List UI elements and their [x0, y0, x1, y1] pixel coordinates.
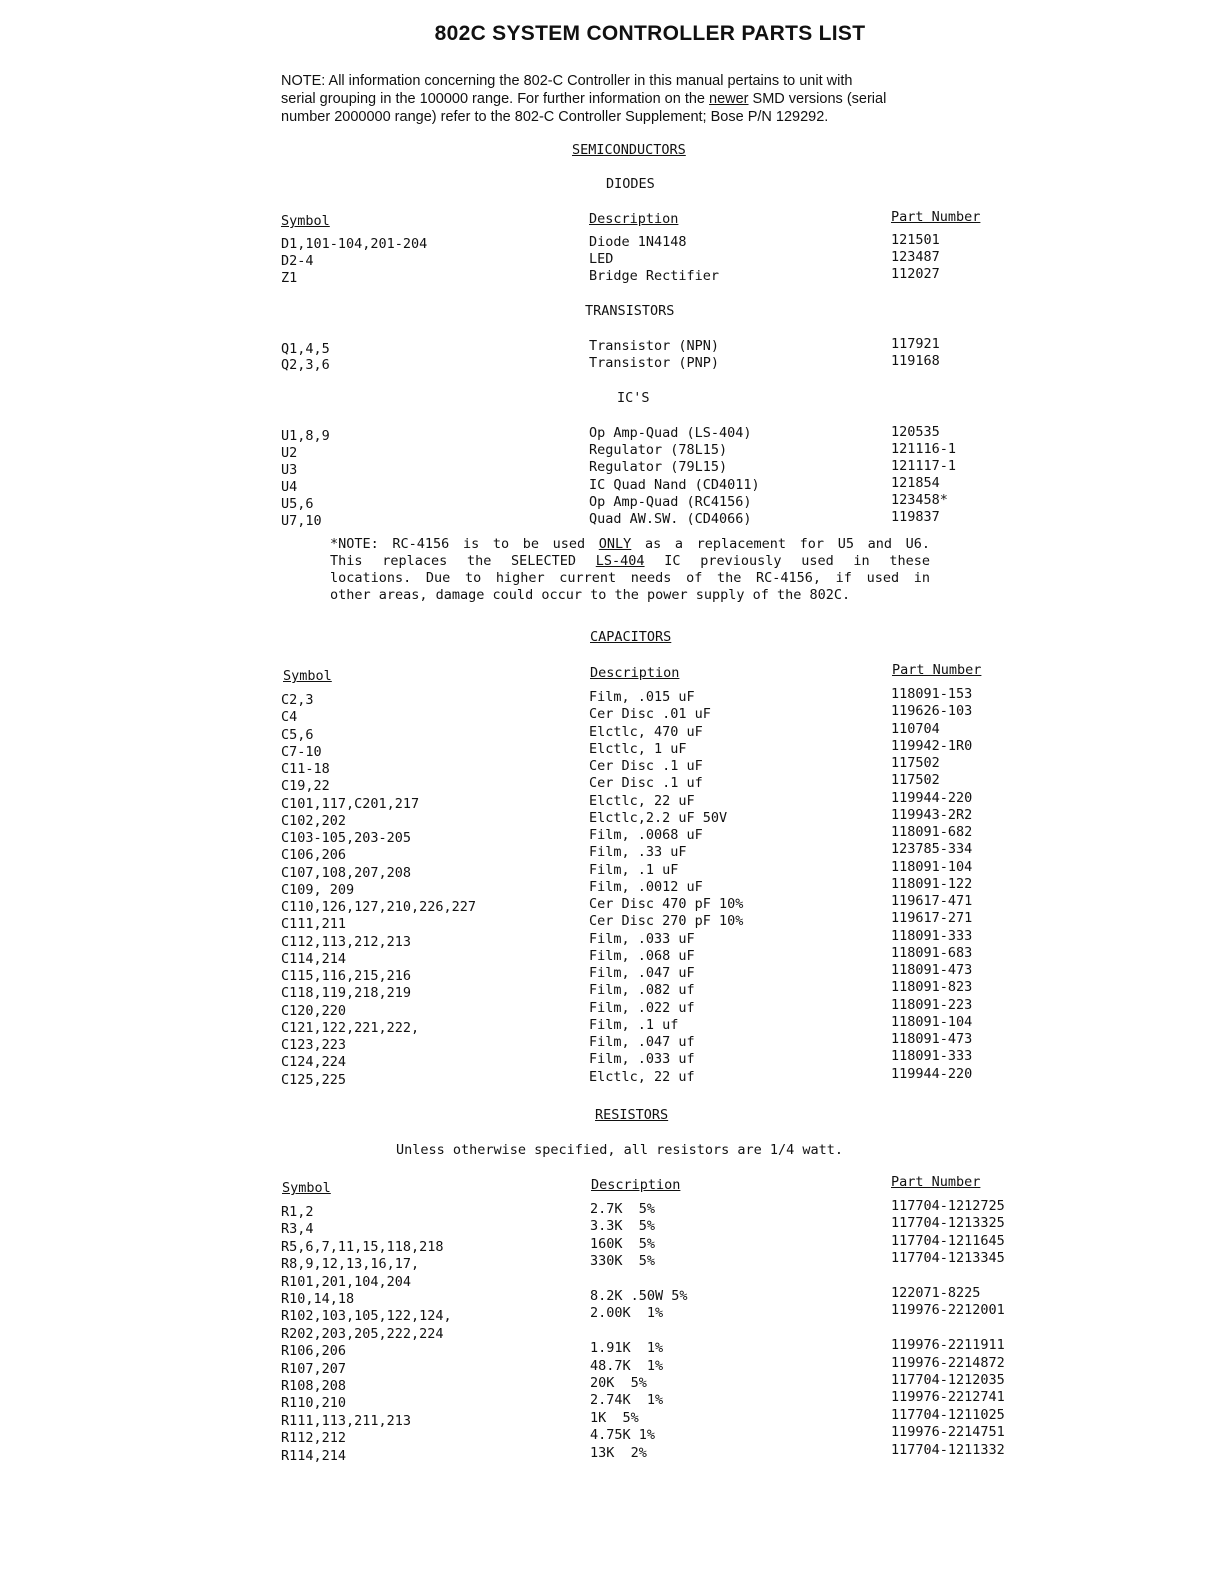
ic-part: 121116-1: [891, 441, 957, 457]
ic-symbol: U1,8,9: [281, 428, 330, 444]
rc4156-note: [330, 536, 930, 604]
ics-heading: IC'S: [617, 390, 650, 406]
transistor-part: 119168: [891, 353, 940, 369]
cap-description-header: Description: [590, 665, 680, 681]
capacitor-description: Cer Disc .1 uF: [589, 758, 703, 774]
capacitor-symbol: C4: [281, 709, 298, 726]
resistor-symbol: R107,207: [281, 1360, 347, 1377]
resistor-part: 117704-1211332: [891, 1441, 1005, 1458]
capacitor-symbol: C7-10: [281, 743, 322, 760]
diode-symbol: Z1: [281, 270, 298, 286]
capacitor-part: 118091-473: [891, 962, 973, 978]
ic-description: Op Amp-Quad (LS-404): [589, 425, 752, 441]
capacitor-symbol: C125,225: [281, 1071, 347, 1088]
capacitor-symbol: C112,113,212,213: [281, 933, 412, 950]
intro-note-line-2-b: SMD versions (serial: [748, 91, 887, 107]
capacitor-part: 119943-2R2: [891, 806, 973, 823]
diode-description: Diode 1N4148: [589, 234, 687, 250]
capacitor-description: Film, .082 uf: [589, 982, 695, 999]
capacitor-symbol: C103-105,203-205: [281, 830, 412, 846]
resistor-description: 160K 5%: [590, 1235, 656, 1252]
capacitor-symbol: C123,223: [281, 1037, 347, 1053]
diode-description: LED: [589, 251, 614, 267]
capacitor-part: 118091-683: [891, 944, 973, 961]
capacitor-part: 119944-220: [891, 789, 973, 806]
capacitor-part: 118091-223: [891, 996, 973, 1013]
semi-part-number-header: Part Number: [891, 209, 981, 225]
resistor-description: 1.91K 1%: [590, 1340, 664, 1357]
capacitor-symbol: C102,202: [281, 812, 347, 829]
rc4156-note-line: [330, 536, 930, 553]
transistors-heading: TRANSISTORS: [585, 303, 675, 319]
resistor-description: 20K 5%: [590, 1375, 647, 1391]
rc4156-note-text: *NOTE: RC-4156 is to be used: [330, 536, 599, 552]
page-title: 802C SYSTEM CONTROLLER PARTS LIST: [434, 22, 866, 45]
capacitor-part: 118091-104: [891, 1013, 973, 1030]
capacitor-symbol: C106,206: [281, 847, 347, 864]
transistor-description: Transistor (NPN): [589, 338, 720, 354]
rc4156-note-text: IC previously used in these: [644, 553, 931, 569]
cap-symbol-header: Symbol: [283, 668, 332, 684]
ic-part: 123458*: [891, 492, 948, 508]
resistor-part: 119976-2214751: [891, 1424, 1005, 1441]
capacitor-description: Cer Disc 270 pF 10%: [589, 913, 744, 930]
ic-part: 120535: [891, 424, 940, 440]
ic-symbol: U2: [281, 445, 298, 461]
cap-part-number-header: Part Number: [892, 662, 982, 678]
ic-description: IC Quad Nand (CD4011): [589, 477, 760, 493]
capacitor-description: Cer Disc .1 uf: [589, 775, 703, 792]
capacitor-description: Elctlc, 22 uf: [589, 1068, 695, 1085]
rc4156-note-line: [330, 553, 930, 570]
capacitor-description: Film, .047 uF: [589, 965, 695, 981]
capacitor-symbol: C2,3: [281, 692, 314, 708]
resistor-symbol: R110,210: [281, 1395, 347, 1412]
intro-note-line-3: number 2000000 range) refer to the 802-C Controller Supplement; Bose P/N 129292.: [281, 109, 829, 125]
capacitor-description: Elctlc, 470 uF: [589, 723, 703, 740]
capacitor-symbol: C107,108,207,208: [281, 864, 412, 881]
rc4156-note-line: locations. Due to higher current needs of the RC-4156, if used in: [330, 570, 930, 586]
capacitor-symbol: C120,220: [281, 1002, 347, 1019]
resistor-symbol: R3,4: [281, 1221, 314, 1238]
capacitor-symbol: C5,6: [281, 726, 314, 743]
capacitor-symbol: C101,117,C201,217: [281, 795, 420, 812]
capacitor-description: Film, .068 uF: [589, 947, 695, 964]
ic-symbol: U7,10: [281, 513, 322, 529]
res-part-number-header: Part Number: [891, 1174, 981, 1190]
capacitor-symbol: C110,126,127,210,226,227: [281, 899, 477, 915]
resistor-part: 117704-1211025: [891, 1406, 1005, 1423]
capacitor-description: Film, .0068 uF: [589, 827, 703, 843]
res-description-header: Description: [591, 1177, 681, 1193]
intro-note: [281, 72, 1001, 126]
capacitor-symbol: C19,22: [281, 778, 330, 795]
diode-symbol: D1,101-104,201-204: [281, 236, 428, 252]
resistor-symbol: R111,113,211,213: [281, 1412, 412, 1429]
capacitor-part: 118091-473: [891, 1031, 973, 1047]
capacitor-part: 117502: [891, 772, 940, 789]
resistor-part: 117704-1212725: [891, 1198, 1005, 1214]
capacitor-part: 119626-103: [891, 703, 973, 720]
resistor-description: 48.7K 1%: [590, 1357, 664, 1374]
resistor-description: 13K 2%: [590, 1444, 647, 1461]
capacitor-description: Elctlc, 1 uF: [589, 740, 687, 757]
capacitor-description: Elctlc,2.2 uF 50V: [589, 809, 728, 826]
capacitor-part: 118091-333: [891, 927, 973, 944]
resistor-part: 119976-2214872: [891, 1354, 1005, 1371]
transistor-symbol: Q2,3,6: [281, 357, 330, 373]
res-symbol-header: Symbol: [282, 1180, 331, 1196]
capacitor-description: Film, .033 uf: [589, 1051, 695, 1068]
ic-part: 119837: [891, 509, 940, 525]
diode-part: 121501: [891, 232, 940, 248]
capacitor-description: Cer Disc 470 pF 10%: [589, 896, 744, 912]
resistor-symbol: R106,206: [281, 1343, 347, 1360]
intro-note-line-2-a: serial grouping in the 100000 range. For further information on the: [281, 91, 710, 107]
resistor-part: 117704-1211645: [891, 1232, 1005, 1249]
resistor-symbol: R8,9,12,13,16,17,: [281, 1256, 420, 1273]
transistor-description: Transistor (PNP): [589, 355, 720, 371]
ic-part: 121117-1: [891, 458, 957, 474]
resistor-part: 119976-2212741: [891, 1389, 1005, 1406]
resistor-description: 2.74K 1%: [590, 1392, 664, 1409]
capacitor-symbol: C115,116,215,216: [281, 968, 412, 984]
transistor-part: 117921: [891, 336, 940, 352]
capacitor-part: 118091-823: [891, 979, 973, 996]
ic-symbol: U4: [281, 479, 298, 495]
rc4156-note-line: other areas, damage could occur to the power supply of the 802C.: [330, 587, 851, 603]
capacitor-part: 118091-682: [891, 824, 973, 840]
capacitor-part: 118091-122: [891, 875, 973, 892]
semiconductors-heading: SEMICONDUCTORS: [572, 142, 686, 158]
capacitor-symbol: C124,224: [281, 1054, 347, 1071]
capacitor-part: 119942-1R0: [891, 737, 973, 754]
ic-symbol: U5,6: [281, 496, 314, 512]
capacitor-description: Film, .1 uf: [589, 1016, 679, 1033]
intro-note-line-1: NOTE: All information concerning the 802-C Controller in this manual pertains to unit with: [281, 73, 853, 89]
capacitor-part: 119944-220: [891, 1065, 973, 1082]
capacitor-part: 119617-471: [891, 893, 973, 909]
capacitor-symbol: C109, 209: [281, 881, 355, 898]
resistor-symbol: R202,203,205,222,224: [281, 1325, 444, 1342]
resistor-part: 117704-1213345: [891, 1250, 1005, 1267]
capacitor-description: Film, .33 uF: [589, 844, 687, 861]
resistor-description: 330K 5%: [590, 1253, 656, 1270]
resistor-wattage-note: Unless otherwise specified, all resistors are 1/4 watt.: [396, 1142, 844, 1158]
resistor-symbol: R10,14,18: [281, 1291, 355, 1307]
resistor-part: 122071-8225: [891, 1285, 981, 1301]
capacitor-part: 119617-271: [891, 910, 973, 927]
capacitor-description: Film, .022 uf: [589, 999, 695, 1016]
capacitor-description: Film, .033 uF: [589, 930, 695, 947]
ic-description: Regulator (79L15): [589, 459, 728, 475]
capacitors-heading: CAPACITORS: [590, 629, 672, 645]
resistor-symbol: R101,201,104,204: [281, 1273, 412, 1290]
rc4156-note-emphasis: LS-404: [595, 553, 645, 569]
capacitor-symbol: C118,119,218,219: [281, 985, 412, 1002]
rc4156-note-emphasis: ONLY: [598, 536, 632, 552]
ic-description: Regulator (78L15): [589, 442, 728, 458]
intro-note-line-2: [281, 90, 1001, 108]
ic-description: Quad AW.SW. (CD4066): [589, 511, 752, 527]
capacitor-part: 118091-104: [891, 858, 973, 875]
ic-symbol: U3: [281, 462, 298, 478]
capacitor-part: 118091-333: [891, 1048, 973, 1065]
resistor-part: 119976-2212001: [891, 1302, 1005, 1319]
capacitor-description: Elctlc, 22 uF: [589, 792, 695, 809]
resistor-part: 117704-1213325: [891, 1215, 1005, 1232]
diode-description: Bridge Rectifier: [589, 268, 720, 284]
diodes-heading: DIODES: [606, 176, 655, 192]
diode-part: 123487: [891, 249, 940, 265]
resistor-part: 119976-2211911: [891, 1337, 1005, 1354]
rc4156-note-text: This replaces the SELECTED: [330, 553, 596, 569]
transistor-symbol: Q1,4,5: [281, 341, 330, 357]
resistor-part: 117704-1212035: [891, 1372, 1005, 1388]
resistor-description: 2.7K 5%: [590, 1201, 656, 1217]
capacitor-symbol: C114,214: [281, 950, 347, 967]
resistor-symbol: R108,208: [281, 1378, 347, 1394]
intro-note-emphasis: newer: [709, 91, 749, 107]
semi-symbol-header: Symbol: [281, 213, 330, 229]
resistor-symbol: R102,103,105,122,124,: [281, 1308, 452, 1325]
resistor-symbol: R112,212: [281, 1430, 347, 1447]
capacitor-part: 117502: [891, 755, 940, 771]
capacitor-description: Film, .047 uf: [589, 1034, 695, 1050]
capacitor-symbol: C11-18: [281, 761, 330, 777]
capacitor-symbol: C111,211: [281, 916, 347, 933]
capacitor-description: Film, .015 uF: [589, 689, 695, 705]
capacitor-description: Film, .0012 uF: [589, 878, 703, 895]
rc4156-note-text: as a replacement for U5 and U6.: [631, 536, 930, 552]
capacitor-description: Cer Disc .01 uF: [589, 706, 711, 723]
resistor-description: 2.00K 1%: [590, 1305, 664, 1322]
capacitor-part: 110704: [891, 720, 940, 737]
resistor-symbol: R114,214: [281, 1447, 347, 1464]
resistors-heading: RESISTORS: [595, 1107, 669, 1123]
semi-description-header: Description: [589, 211, 679, 227]
diode-part: 112027: [891, 266, 940, 282]
capacitor-part: 118091-153: [891, 686, 973, 702]
resistor-description: 8.2K .50W 5%: [590, 1288, 688, 1304]
diode-symbol: D2-4: [281, 253, 314, 269]
resistor-symbol: R5,6,7,11,15,118,218: [281, 1238, 444, 1255]
ic-description: Op Amp-Quad (RC4156): [589, 494, 752, 510]
capacitor-part: 123785-334: [891, 841, 973, 858]
resistor-description: 3.3K 5%: [590, 1218, 656, 1235]
capacitor-symbol: C121,122,221,222,: [281, 1019, 420, 1036]
ic-part: 121854: [891, 475, 940, 491]
capacitor-description: Film, .1 uF: [589, 861, 679, 878]
resistor-description: 4.75K 1%: [590, 1427, 656, 1444]
resistor-description: 1K 5%: [590, 1409, 639, 1426]
resistor-symbol: R1,2: [281, 1204, 314, 1220]
